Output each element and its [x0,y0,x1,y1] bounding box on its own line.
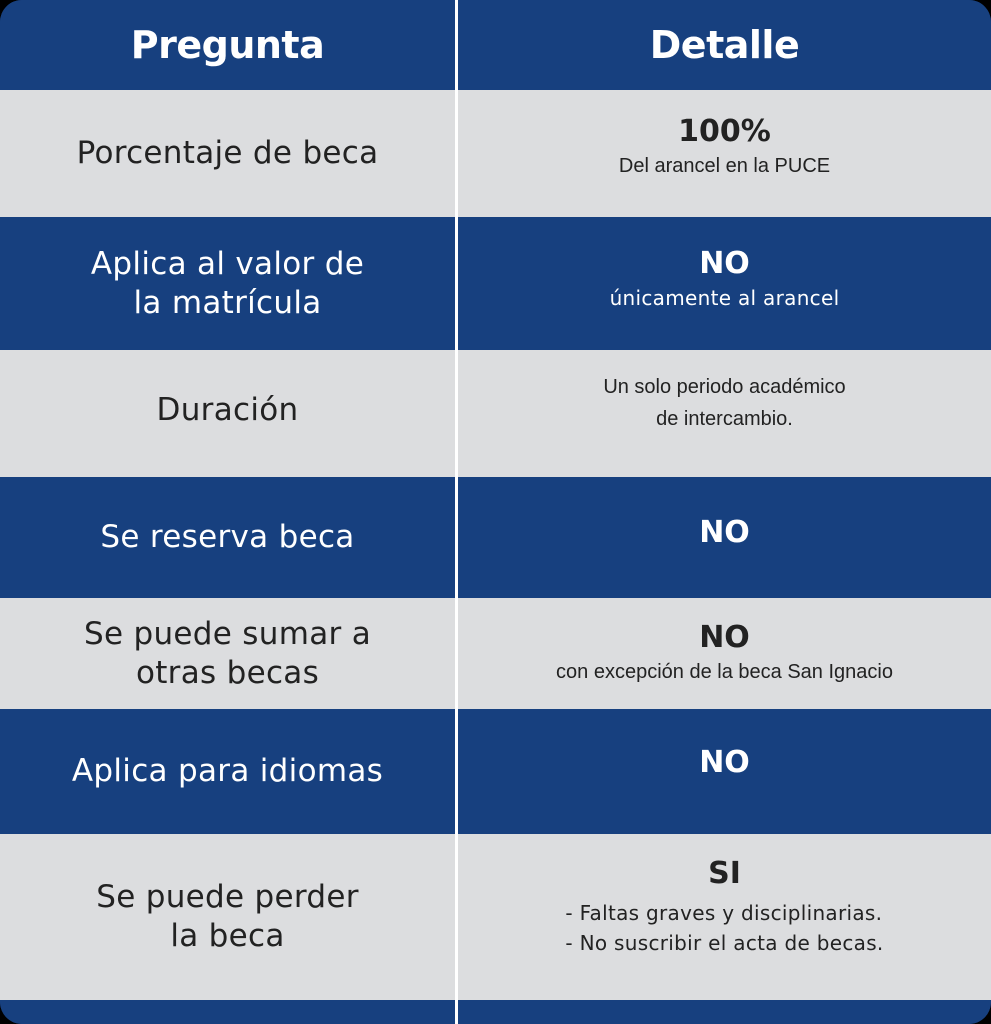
detail-note: con excepción de la beca San Ignacio [556,660,893,683]
list-item: - Faltas graves y disciplinarias. [565,901,883,925]
question-text: Se puede sumar a otras becas [84,615,371,691]
question-text: Aplica al valor de la matrícula [90,245,365,321]
table-header [0,0,991,90]
question-text: Porcentaje de beca [76,135,379,171]
table-row [0,350,991,477]
detail-answer: NO [699,744,750,780]
column-divider [455,0,458,1024]
table-row [0,598,991,709]
detail-note: Del arancel en la PUCE [618,154,831,177]
question-text: Aplica para idiomas [71,753,384,789]
question-cell [0,834,455,1000]
detail-note: Un solo periodo académico de intercambio. [603,375,846,430]
question-text: Se puede perder la beca [96,879,359,954]
detail-answer: NO [699,514,750,550]
detail-answer: 100% [678,113,771,149]
header-cell-question [0,0,455,90]
table-row [0,834,991,1000]
detail-answer: SI [708,856,741,891]
header-question-label: Pregunta [130,23,325,67]
detail-cell [458,834,991,1000]
detail-list [565,898,883,958]
question-cell [0,90,455,217]
detail-answer: NO [699,245,750,281]
question-cell [0,217,455,350]
question-cell [0,598,455,709]
table-row [0,477,991,598]
detail-cell [458,217,991,350]
table-row [0,217,991,350]
detail-cell [458,350,991,477]
question-cell [0,350,455,477]
detail-cell [458,598,991,709]
list-item: - No suscribir el acta de becas. [565,931,884,955]
question-text: Duración [156,392,299,428]
question-cell [0,709,455,834]
header-cell-detail [458,0,991,90]
detail-cell [458,477,991,598]
detail-note: únicamente al arancel [609,285,840,310]
question-text: Se reserva beca [100,519,355,555]
question-cell [0,477,455,598]
table-row [0,90,991,217]
table-row [0,709,991,834]
detail-cell [458,90,991,217]
detail-cell [458,709,991,834]
header-detail-label: Detalle [649,23,800,67]
table-footer-strip [0,1000,991,1024]
detail-answer: NO [699,619,750,655]
